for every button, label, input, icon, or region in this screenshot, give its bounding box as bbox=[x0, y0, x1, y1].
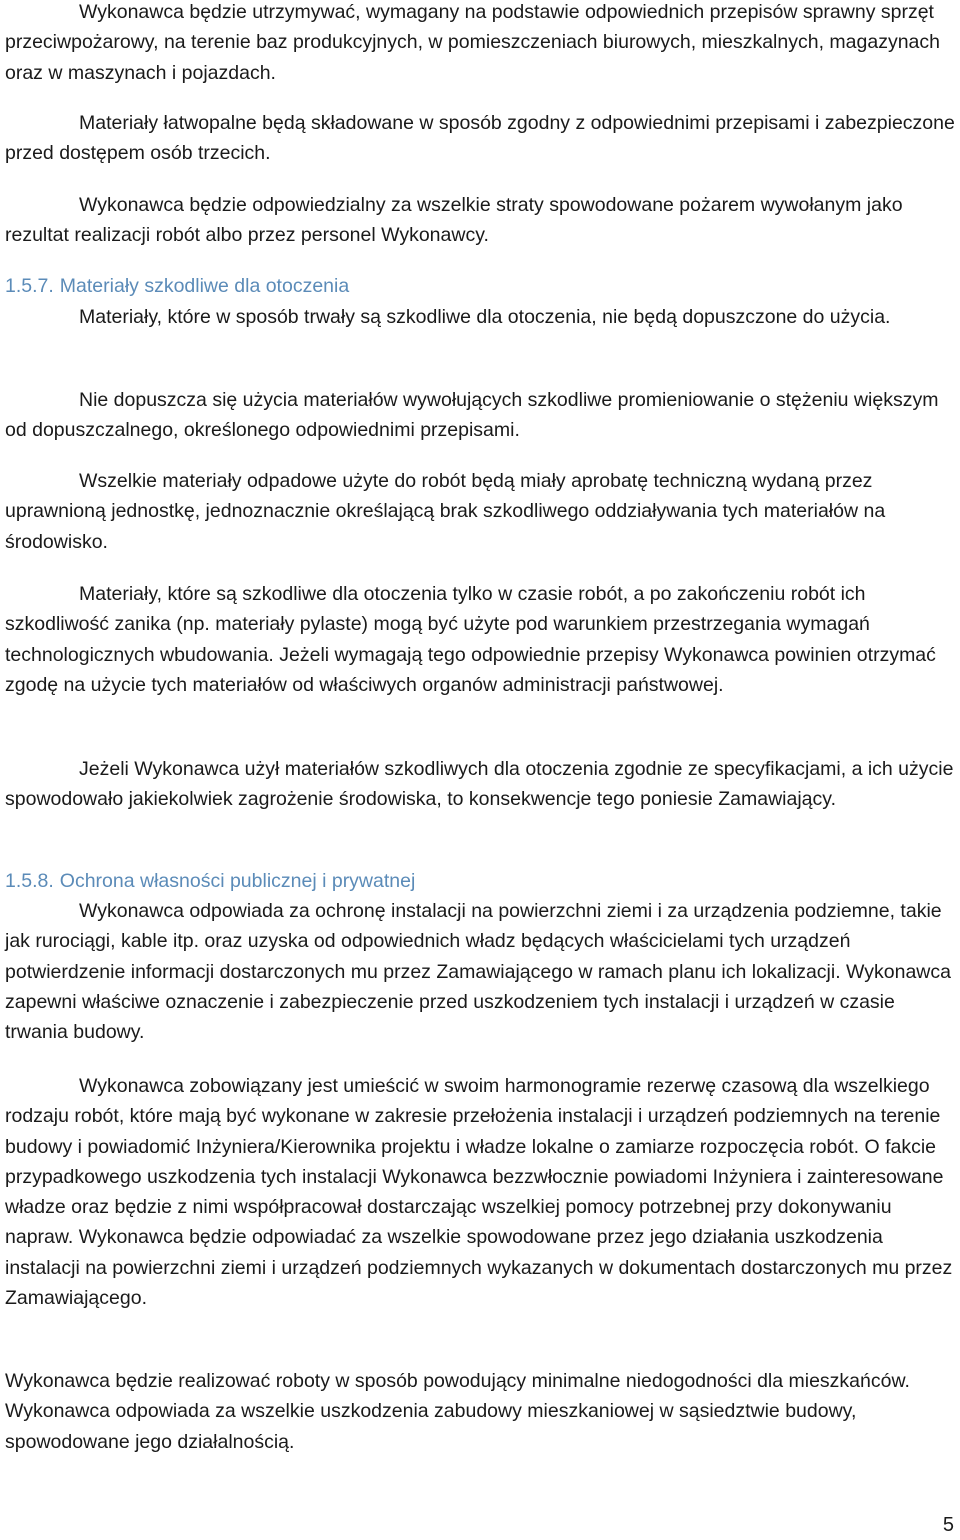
paragraph-radiation: Nie dopuszcza się użycia materiałów wywołujących szkodliwe promieniowanie o stężeniu większym od dopuszczalnego, określonego odpowiednimi przepisami. bbox=[5, 389, 939, 442]
paragraph-specification-harmful: Jeżeli Wykonawca użył materiałów szkodliwych dla otoczenia zgodnie ze specyfikacjami, a ich użycie spowodowało jakiekolwiek zagrożenie środowiska, to konsekwencje tego poniesie Zamawiający. bbox=[5, 758, 954, 811]
paragraph-temporary-harmful: Materiały, które są szkodliwe dla otoczenia tylko w czasie robót, a po zakończeniu robót ich szkodliwość zanika (np. materiały pylaste) mogą być użyte pod warunkiem przestrzegania wymagań technologicznych wbudowania. Jeżeli wymagają tego odpowiednie przepisy Wykonawca powinien otrzymać zgodę na użycie tych materiałów od właściwych organów administracji państwowej. bbox=[5, 583, 936, 696]
paragraph-schedule-reserve: Wykonawca zobowiązany jest umieścić w swoim harmonogramie rezerwę czasową dla wszelkiego rodzaju robót, które mają być wykonane w zakresie przełożenia instalacji i urządzeń podziemnych na terenie budowy i powiadomić Inżyniera/Kierownika projektu i władze lokalne o zamiarze rozpoczęcia robót. O fakcie przypadkowego uszkodzenia tych instalacji Wykonawca bezzwłocznie powiadomi Inżyniera i zainteresowane władze oraz będzie z nimi współpracował dostarczając wszelkiej pomocy potrzebnej przy dokonywaniu napraw. Wykonawca będzie odpowiadać za wszelkie spowodowane przez jego działania uszkodzenia instalacji na powierzchni ziemi i urządzeń podziemnych wykazanych w dokumentach dostarczonych mu przez Zamawiającego. bbox=[5, 1075, 953, 1310]
section-title: Ochrona własności publicznej i prywatnej bbox=[59, 870, 416, 892]
paragraph-fire-liability: Wykonawca będzie odpowiedzialny za wszelkie straty spowodowane pożarem wywołanym jako rezultat realizacji robót albo przez personel Wykonawcy. bbox=[5, 194, 903, 247]
section-heading-1-5-7 bbox=[5, 271, 349, 301]
section-number: 1.5.8. bbox=[5, 870, 54, 892]
section-title: Materiały szkodliwe dla otoczenia bbox=[59, 275, 350, 297]
paragraph-flammable-materials: Materiały łatwopalne będą składowane w sposób zgodny z odpowiednimi przepisami i zabezpieczone przed dostępem osób trzecich. bbox=[5, 112, 955, 165]
paragraph-fire-equipment: Wykonawca będzie utrzymywać, wymagany na podstawie odpowiednich przepisów sprawny sprzęt przeciwpożarowy, na terenie baz produkcyjnych, w pomieszczeniach biurowych, mieszkalnych, magazynach oraz w maszynach i pojazdach. bbox=[5, 1, 940, 84]
section-heading-1-5-8 bbox=[5, 866, 415, 896]
paragraph-waste-materials: Wszelkie materiały odpadowe użyte do robót będą miały aprobatę techniczną wydaną przez uprawnioną jednostkę, jednoznacznie określającą brak szkodliwego oddziaływania tych materiałów na środowisko. bbox=[5, 470, 886, 553]
page-number: 5 bbox=[942, 1514, 954, 1536]
paragraph-installation-protection: Wykonawca odpowiada za ochronę instalacji na powierzchni ziemi i za urządzenia podziemne, takie jak rurociągi, kable itp. oraz uzyska od odpowiednich władz będących właścicielami tych urządzeń potwierdzenie informacji dostarczonych mu przez Zamawiającego w ramach planu ich lokalizacji. Wykonawca zapewni właściwe oznaczenie i zabezpieczenie przed uszkodzeniem tych instalacji i urządzeń w czasie trwania budowy. bbox=[5, 900, 951, 1044]
section-number: 1.5.7. bbox=[5, 275, 54, 297]
paragraph-harmful-materials: Materiały, które w sposób trwały są szkodliwe dla otoczenia, nie będą dopuszczone do użycia. bbox=[79, 306, 891, 328]
paragraph-residents-inconvenience: Wykonawca będzie realizować roboty w sposób powodujący minimalne niedogodności dla mieszkańców. Wykonawca odpowiada za wszelkie uszkodzenia zabudowy mieszkaniowej w sąsiedztwie budowy, spowodowane jego działalnością. bbox=[5, 1370, 910, 1453]
